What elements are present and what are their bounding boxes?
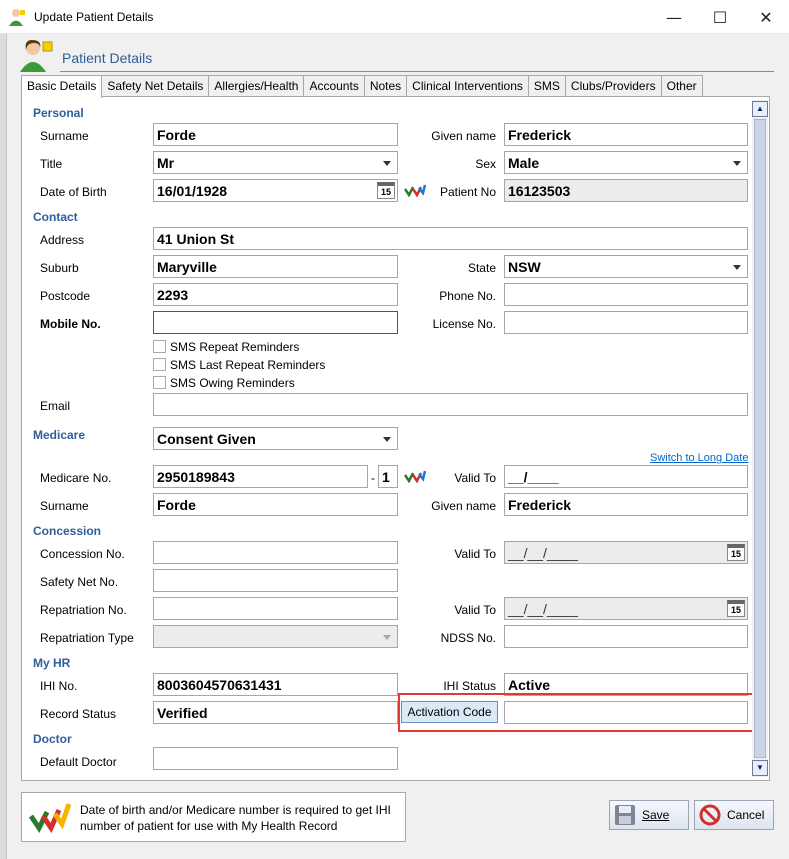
patient-no-field: 16123503 [504, 179, 748, 202]
email-input[interactable] [153, 393, 748, 416]
default-doctor-input[interactable] [153, 747, 398, 770]
medicare-given-input[interactable]: Frederick [504, 493, 748, 516]
title-label: Title [40, 157, 63, 171]
save-button[interactable] [609, 800, 689, 830]
concession-valid-input[interactable] [504, 541, 748, 564]
phone-input[interactable] [504, 283, 748, 306]
chevron-down-icon [733, 265, 741, 270]
cancel-button[interactable] [694, 800, 774, 830]
ihi-info-text: Date of birth and/or Medicare number is required to get IHI number of patient for use with My Health Record [80, 803, 391, 833]
patient-no-label: Patient No [439, 185, 496, 199]
tab-sms[interactable]: SMS [528, 75, 566, 97]
save-label: Save [642, 808, 670, 822]
state-label: State [467, 261, 496, 275]
scroll-down-icon[interactable]: ▼ [752, 760, 768, 776]
dob-label: Date of Birth [40, 185, 107, 199]
chevron-down-icon [383, 161, 391, 166]
ndss-input[interactable] [504, 625, 748, 648]
surname-label: Surname [40, 129, 89, 143]
license-label: License No. [432, 317, 496, 331]
tab-bar [21, 75, 702, 97]
sms-repeat-label: SMS Repeat Reminders [170, 340, 300, 354]
dob-value: 16/01/1928 [157, 183, 228, 199]
tab-allergies-health[interactable]: Allergies/Health [208, 75, 304, 97]
sms-owing-label: SMS Owing Reminders [170, 376, 295, 390]
calendar-icon[interactable]: 15 [727, 600, 745, 617]
postcode-input[interactable]: 2293 [153, 283, 398, 306]
concession-valid-value: __/__/____ [508, 545, 579, 561]
tab-clinical-interventions[interactable]: Clinical Interventions [406, 75, 529, 97]
medicare-no-label: Medicare No. [40, 471, 112, 485]
state-select[interactable] [504, 255, 748, 278]
ihi-status-label: IHI Status [443, 679, 496, 693]
surname-input[interactable]: Forde [153, 123, 398, 146]
ihi-no-input[interactable]: 8003604570631431 [153, 673, 398, 696]
medicare-no-input[interactable]: 2950189843 [153, 465, 368, 488]
dob-input[interactable] [153, 179, 398, 202]
cancel-icon [699, 804, 721, 826]
page-title: Patient Details [62, 50, 153, 66]
repatriation-type-select[interactable] [153, 625, 398, 648]
calendar-icon[interactable]: 15 [727, 544, 745, 561]
tab-safety-net-details[interactable]: Safety Net Details [101, 75, 209, 97]
default-doctor-label: Default Doctor [40, 755, 117, 769]
repatriation-valid-label: Valid To [454, 603, 496, 617]
concession-no-input[interactable] [153, 541, 398, 564]
title-bar [0, 0, 789, 34]
medicare-given-label: Given name [431, 499, 496, 513]
close-button[interactable]: ✕ [759, 7, 773, 27]
scroll-up-icon[interactable]: ▲ [752, 101, 768, 117]
tab-accounts[interactable]: Accounts [303, 75, 364, 97]
chevron-down-icon [733, 161, 741, 166]
minimize-button[interactable]: — [666, 7, 682, 27]
email-label: Email [40, 399, 71, 413]
repatriation-type-label: Repatriation Type [40, 631, 134, 645]
sex-select[interactable] [504, 151, 748, 174]
my-health-record-icon [29, 798, 71, 836]
consent-value: Consent Given [157, 431, 256, 447]
background-window-edge [0, 34, 7, 859]
sms-last-repeat-label: SMS Last Repeat Reminders [170, 358, 326, 372]
floppy-disk-icon [614, 804, 636, 826]
activation-code-highlight [398, 693, 757, 732]
medicare-valid-label: Valid To [454, 471, 496, 485]
phone-label: Phone No. [439, 289, 496, 303]
address-input[interactable]: 41 Union St [153, 227, 748, 250]
chevron-down-icon [383, 635, 391, 640]
section-contact: Contact [33, 210, 78, 224]
section-medicare: Medicare [33, 428, 86, 442]
title-select[interactable] [153, 151, 398, 174]
sms-owing-checkbox[interactable] [153, 376, 166, 389]
tab-other[interactable]: Other [661, 75, 703, 97]
given-name-label: Given name [431, 129, 496, 143]
medicare-surname-input[interactable]: Forde [153, 493, 398, 516]
switch-long-date-link[interactable]: Switch to Long Date [650, 452, 749, 464]
sms-last-repeat-checkbox[interactable] [153, 358, 166, 371]
section-my-hr: My HR [33, 656, 71, 670]
tab-basic-details[interactable]: Basic Details [21, 75, 102, 98]
header-divider [60, 71, 774, 72]
medicare-consent-select[interactable] [153, 427, 398, 450]
medicare-dash: - [371, 471, 375, 485]
calendar-icon[interactable]: 15 [377, 182, 395, 199]
title-value: Mr [157, 155, 175, 171]
repatriation-valid-value: __/__/____ [508, 601, 579, 617]
section-personal: Personal [33, 106, 84, 120]
medicare-irn-input[interactable]: 1 [378, 465, 398, 488]
chevron-down-icon [383, 437, 391, 442]
maximize-button[interactable]: ☐ [712, 7, 728, 27]
window-title: Update Patient Details [34, 10, 154, 24]
record-status-label: Record Status [40, 707, 117, 721]
concession-valid-label: Valid To [454, 547, 496, 561]
suburb-label: Suburb [40, 261, 79, 275]
license-input[interactable] [504, 311, 748, 334]
repatriation-no-label: Repatriation No. [40, 603, 127, 617]
section-concession: Concession [33, 524, 102, 538]
sex-value: Male [508, 155, 540, 171]
record-status-field: Verified [153, 701, 398, 724]
concession-no-label: Concession No. [40, 547, 125, 561]
sms-repeat-checkbox[interactable] [153, 340, 166, 353]
medicare-valid-input[interactable]: __/____ [504, 465, 748, 488]
repatriation-no-input[interactable] [153, 597, 398, 620]
mobile-label: Mobile No. [40, 317, 101, 331]
mobile-input[interactable] [153, 311, 398, 334]
given-name-input[interactable]: Frederick [504, 123, 748, 146]
address-label: Address [40, 233, 85, 247]
ihi-status-field: Active [504, 673, 748, 696]
activation-code-button[interactable]: Activation Code [401, 701, 498, 723]
safety-net-label: Safety Net No. [40, 575, 119, 589]
sex-label: Sex [475, 157, 496, 171]
state-value: NSW [508, 259, 541, 275]
ndss-label: NDSS No. [440, 631, 496, 645]
tab-clubs-providers[interactable]: Clubs/Providers [565, 75, 662, 97]
suburb-input[interactable]: Maryville [153, 255, 398, 278]
postcode-label: Postcode [40, 289, 91, 303]
patient-icon [18, 38, 54, 72]
patient-app-icon [8, 8, 26, 26]
medicare-surname-label: Surname [40, 499, 89, 513]
cancel-label: Cancel [727, 808, 765, 822]
safety-net-input[interactable] [153, 569, 398, 592]
ihi-no-label: IHI No. [40, 679, 78, 693]
tab-notes[interactable]: Notes [364, 75, 407, 97]
section-doctor: Doctor [33, 732, 72, 746]
scrollbar-thumb[interactable] [754, 119, 766, 758]
repatriation-valid-input[interactable] [504, 597, 748, 620]
